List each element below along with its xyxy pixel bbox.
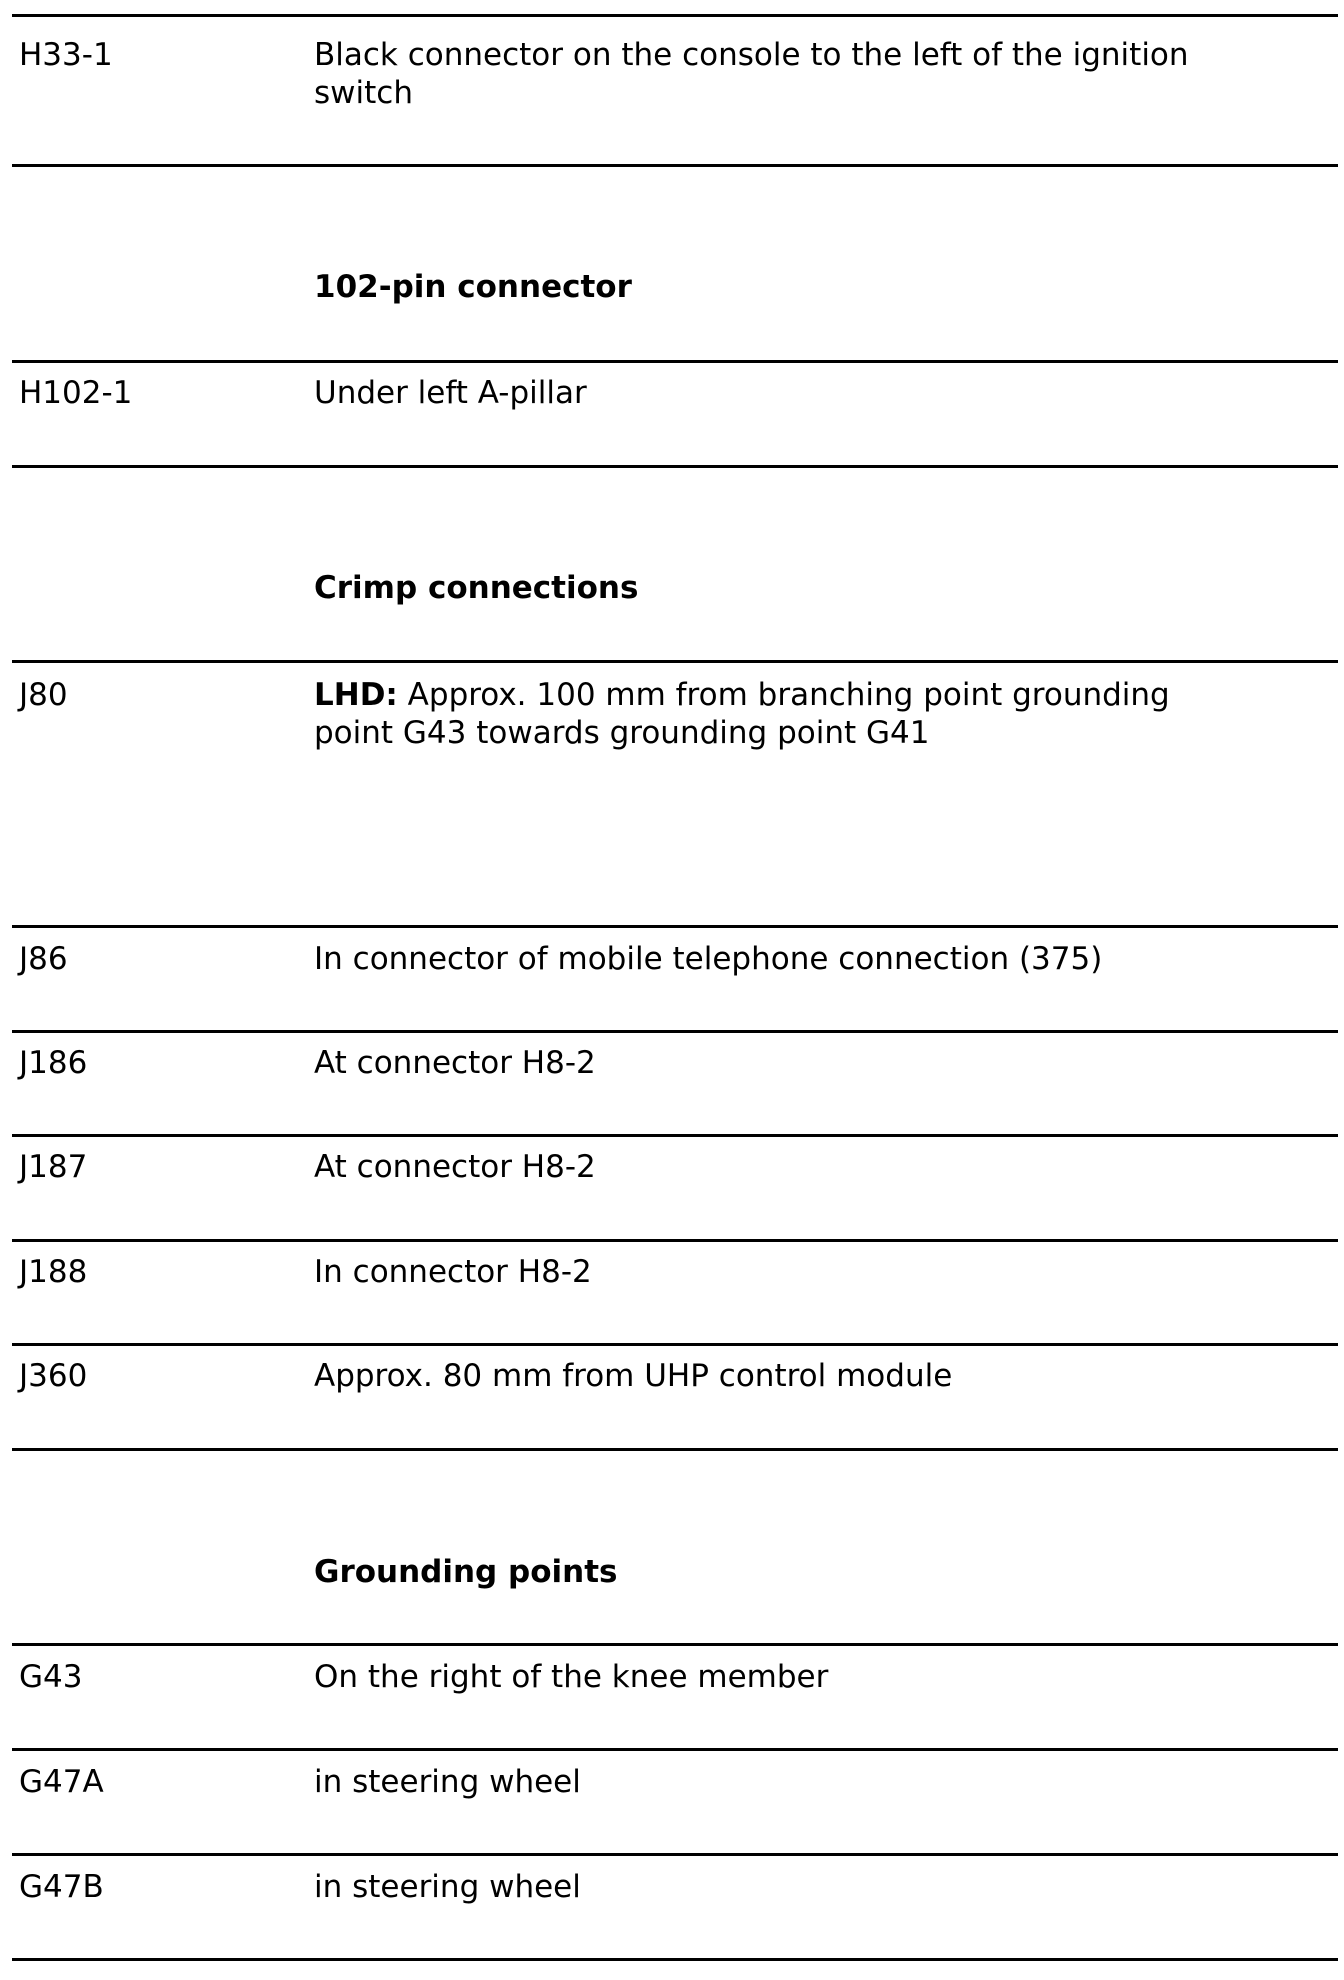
table-rule: [12, 465, 1338, 468]
row-description: in steering wheel: [314, 1764, 581, 1800]
table-rule: [12, 1853, 1338, 1856]
table-rule: [12, 1448, 1338, 1451]
row-code: J188: [19, 1254, 88, 1290]
row-description: At connector H8-2: [314, 1045, 596, 1081]
lhd-label: LHD:: [314, 677, 398, 713]
row-description-text: Approx. 100 mm from branching point grounding: [397, 677, 1170, 713]
row-description: In connector of mobile telephone connection (375): [314, 941, 1103, 977]
table-rule: [12, 1958, 1338, 1961]
row-code: G47B: [19, 1869, 104, 1905]
row-description: in steering wheel: [314, 1869, 581, 1905]
table-rule: [12, 360, 1338, 363]
row-description: In connector H8-2: [314, 1254, 592, 1290]
table-rule: [12, 1134, 1338, 1137]
table-rule: [12, 14, 1338, 17]
row-code: J80: [19, 677, 68, 713]
table-rule: [12, 1239, 1338, 1242]
table-rule: [12, 164, 1338, 167]
row-description-line-2: point G43 towards grounding point G41: [314, 715, 930, 751]
row-code: H102-1: [19, 375, 133, 411]
row-code: H33-1: [19, 37, 113, 73]
table-rule: [12, 925, 1338, 928]
table-rule: [12, 1030, 1338, 1033]
table-rule: [12, 1748, 1338, 1751]
table-rule: [12, 660, 1338, 663]
row-code: J186: [19, 1045, 88, 1081]
row-description: At connector H8-2: [314, 1149, 596, 1185]
row-description: Approx. 80 mm from UHP control module: [314, 1358, 953, 1394]
row-description-line-2: switch: [314, 75, 413, 111]
row-description: On the right of the knee member: [314, 1659, 829, 1695]
row-code: J360: [19, 1358, 88, 1394]
table-rule: [12, 1343, 1338, 1346]
section-heading-crimp: Crimp connections: [314, 570, 639, 606]
section-heading-grounding: Grounding points: [314, 1554, 618, 1590]
row-description-line-1: [314, 676, 1170, 714]
row-description: Under left A-pillar: [314, 375, 587, 411]
row-description-line-1: Black connector on the console to the left of the ignition: [314, 37, 1189, 73]
row-code: G43: [19, 1659, 83, 1695]
row-code: J86: [19, 941, 68, 977]
table-rule: [12, 1643, 1338, 1646]
section-heading-102-pin: 102-pin connector: [314, 269, 632, 305]
row-code: G47A: [19, 1764, 104, 1800]
row-code: J187: [19, 1149, 88, 1185]
